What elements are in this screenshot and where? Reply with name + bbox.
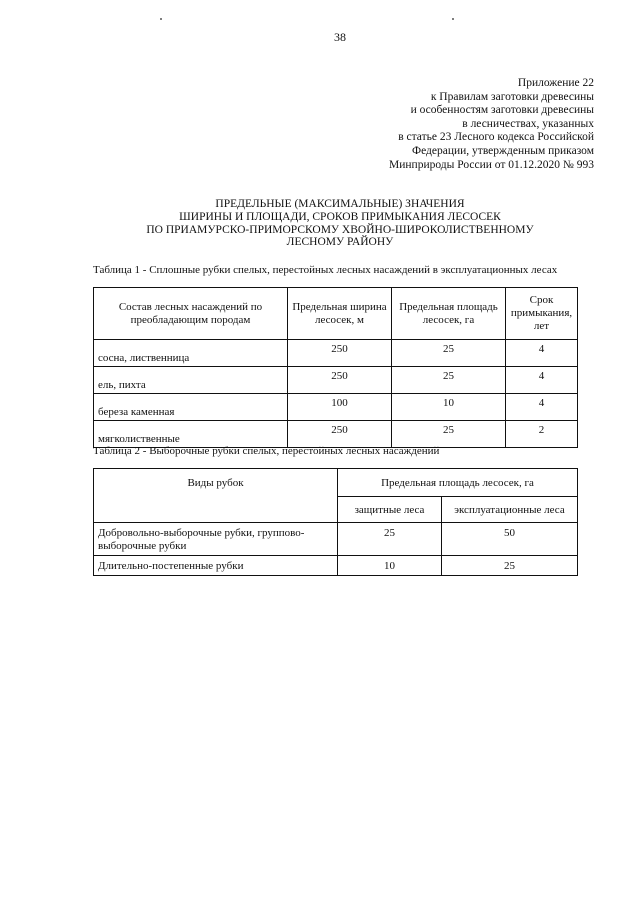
table-row — [94, 556, 578, 576]
cell-species: сосна, лиственница — [94, 340, 288, 367]
table-header-row — [94, 288, 578, 340]
cell-width: 250 — [288, 421, 392, 448]
annex-line: Минприроды России от 01.12.2020 № 993 — [389, 158, 594, 171]
header-text: преобладающим породам — [130, 313, 251, 326]
table-row — [94, 421, 578, 448]
cell-protective: 25 — [338, 523, 442, 556]
header-text: примыкания, — [510, 307, 573, 319]
cell-term: 2 — [506, 421, 578, 448]
cell-term: 4 — [506, 394, 578, 421]
header-protective-forests: защитные леса — [338, 497, 442, 523]
table2-caption: Таблица 2 - Выборочные рубки спелых, перестойных лесных насаждений — [93, 445, 440, 457]
title-line: ПРЕДЕЛЬНЫЕ (МАКСИМАЛЬНЫЕ) ЗНАЧЕНИЯ — [215, 198, 465, 210]
page-number: 38 — [334, 30, 346, 44]
scan-speck — [452, 18, 454, 20]
title-line: ЛЕСНОМУ РАЙОНУ — [286, 236, 394, 249]
document-title — [0, 198, 640, 249]
header-text: лесосек, м — [314, 313, 364, 326]
header-text: лет — [533, 320, 550, 332]
cell-protective: 10 — [338, 556, 442, 576]
header-area — [392, 288, 506, 340]
header-species — [94, 288, 288, 340]
table1-caption: Таблица 1 - Сплошные рубки спелых, перестойных лесных насаждений в эксплуатационных лесах — [93, 264, 558, 276]
header-text: Предельная ширина — [292, 300, 387, 313]
cell-text: Добровольно-выборочные рубки, группово- — [98, 527, 305, 539]
cell-species: мягколиственные — [94, 421, 288, 448]
annex-line: в лесничествах, указанных — [462, 117, 594, 130]
cell-term: 4 — [506, 367, 578, 394]
title-line: ПО ПРИАМУРСКО-ПРИМОРСКОМУ ХВОЙНО-ШИРОКОЛИСТВЕННОМУ — [146, 223, 534, 236]
clear-cutting-table — [93, 287, 578, 448]
header-text: лесосек, га — [422, 313, 475, 326]
cell-width: 250 — [288, 367, 392, 394]
table-row — [94, 394, 578, 421]
header-term — [506, 288, 578, 340]
cell-text: Длительно-постепенные рубки — [98, 560, 244, 572]
cell-species: ель, пихта — [94, 367, 288, 394]
annex-block — [389, 77, 594, 172]
cell-exploitation: 25 — [442, 556, 578, 576]
scan-speck — [160, 18, 162, 20]
table-row — [94, 523, 578, 556]
annex-line: в статье 23 Лесного кодекса Российской — [398, 131, 594, 144]
cell-width: 250 — [288, 340, 392, 367]
header-text: Предельная площадь — [399, 300, 498, 313]
annex-line: и особенностям заготовки древесины — [410, 104, 594, 117]
title-line: ШИРИНЫ И ПЛОЩАДИ, СРОКОВ ПРИМЫКАНИЯ ЛЕСОСЕК — [179, 210, 501, 223]
cell-cutting-type — [94, 523, 338, 556]
cell-width: 100 — [288, 394, 392, 421]
cell-exploitation: 50 — [442, 523, 578, 556]
header-cutting-type: Виды рубок — [94, 469, 338, 523]
cell-term: 4 — [506, 340, 578, 367]
header-text: Срок — [529, 294, 554, 306]
header-width — [288, 288, 392, 340]
annex-line: Приложение 22 — [517, 77, 594, 89]
annex-line: к Правилам заготовки древесины — [430, 90, 594, 103]
header-text: Состав лесных насаждений по — [118, 300, 263, 313]
selective-cutting-table — [93, 468, 578, 576]
header-exploitation-forests: эксплуатационные леса — [442, 497, 578, 523]
cell-area: 10 — [392, 394, 506, 421]
table-row — [94, 367, 578, 394]
cell-species: береза каменная — [94, 394, 288, 421]
cell-cutting-type — [94, 556, 338, 576]
cell-text: выборочные рубки — [98, 540, 187, 552]
cell-area: 25 — [392, 421, 506, 448]
annex-line: Федерации, утвержденным приказом — [411, 144, 594, 157]
table-row — [94, 340, 578, 367]
table-header-row — [94, 469, 578, 497]
cell-area: 25 — [392, 340, 506, 367]
cell-area: 25 — [392, 367, 506, 394]
header-max-area: Предельная площадь лесосек, га — [338, 469, 578, 497]
